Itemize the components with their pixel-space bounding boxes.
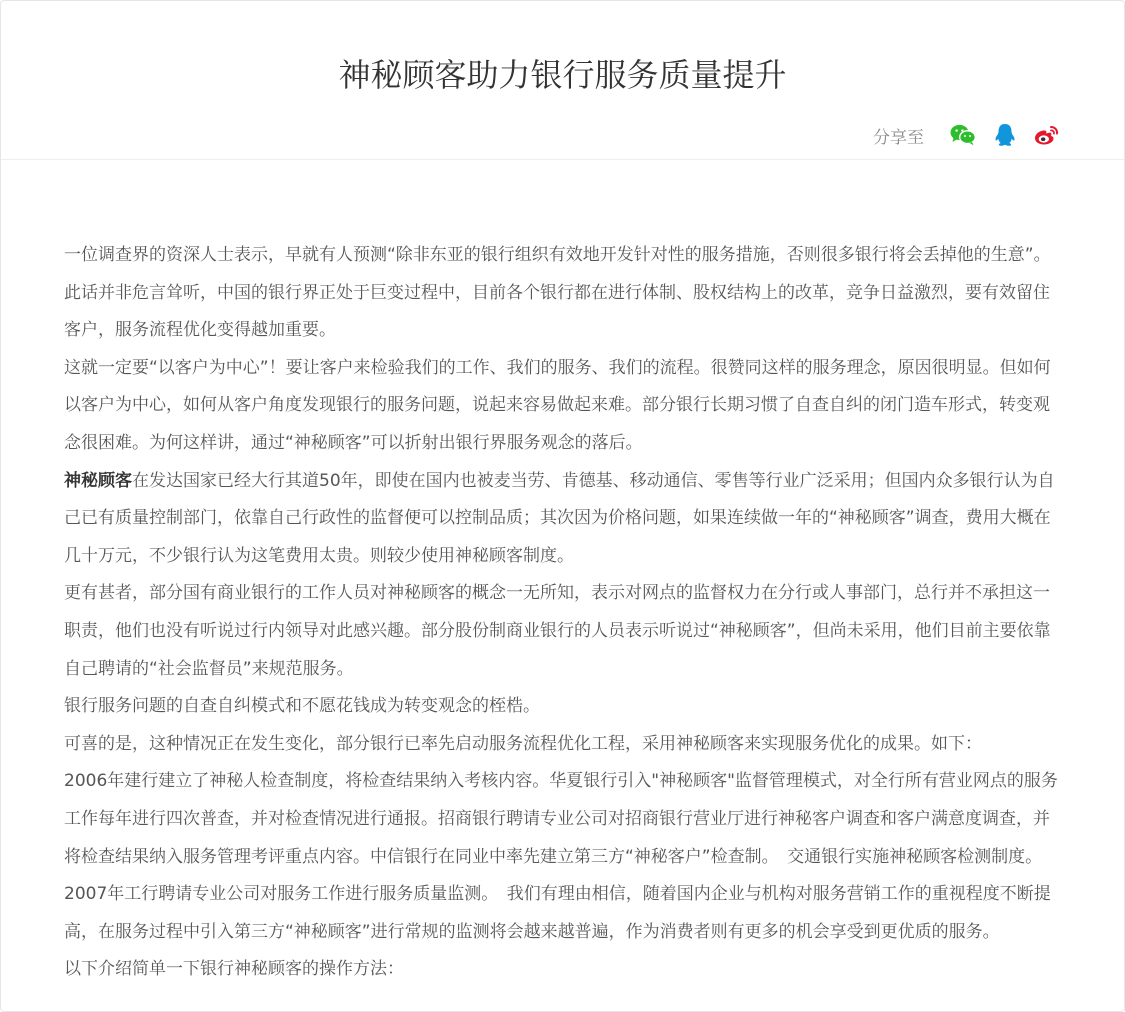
share-qq-button[interactable]	[990, 121, 1020, 149]
share-weibo-button[interactable]	[1032, 121, 1062, 149]
qq-penguin-icon	[994, 123, 1016, 147]
paragraph: 这就一定要“以客户为中心”！要让客户来检验我们的工作、我们的服务、我们的流程。很赞同这样的服务理念，原因很明显。但如何以客户为中心，如何从客户角度发现银行的服务问题，说起来容易做起来难。部分银行长期习惯了自查自纠的闭门造车形式，转变观念很困难。为何这样讲，通过“神秘顾客”可以折射出银行界服务观念的落后。	[64, 357, 1051, 453]
share-wechat-button[interactable]	[948, 121, 978, 149]
article-header	[1, 1, 1124, 160]
paragraph: 以下介绍简单一下银行神秘顾客的操作方法：	[64, 959, 404, 980]
paragraph: 银行服务问题的自查自纠模式和不愿花钱成为转变观念的桎梏。	[64, 696, 540, 717]
page-title: 神秘顾客助力银行服务质量提升	[338, 56, 787, 94]
paragraph: 可喜的是，这种情况正在发生变化，部分银行已率先启动服务流程优化工程，采用神秘顾客来实现服务优化的成果。如下：	[64, 733, 982, 754]
paragraph	[64, 463, 1064, 576]
paragraph-text: 在发达国家已经大行其道50年，即使在国内也被麦当劳、肯德基、移动通信、零售等行业广泛采用；但国内众多银行认为自己已有质量控制部门，依靠自己行政性的监督便可以控制品质；其次因为价格问题，如果连续做一年的“神秘顾客”调查，费用大概在几十万元，不少银行认为这笔费用太贵。则较少使用神秘顾客制度。	[64, 470, 1055, 566]
share-label: 分享至	[873, 127, 924, 148]
article-body	[64, 237, 1064, 989]
share-bar	[873, 121, 1062, 149]
wechat-icon	[950, 124, 976, 146]
bold-keyword: 神秘顾客	[64, 470, 132, 491]
weibo-icon	[1034, 124, 1060, 146]
paragraph: 更有甚者，部分国有商业银行的工作人员对神秘顾客的概念一无所知，表示对网点的监督权力在分行或人事部门，总行并不承担这一职责，他们也没有听说过行内领导对此感兴趣。部分股份制商业银行的人员表示听说过“神秘顾客”，但尚未采用，他们目前主要依靠自己聘请的“社会监督员”来规范服务。	[64, 583, 1051, 679]
paragraph: 2006年建行建立了神秘人检查制度，将检查结果纳入考核内容。华夏银行引入"神秘顾客"监督管理模式，对全行所有营业网点的服务工作每年进行四次普查，并对检查情况进行通报。招商银行聘请专业公司对招商银行营业厅进行神秘客户调查和客户满意度调查，并将检查结果纳入服务管理考评重点内容。中信银行在同业中率先建立第三方“神秘客户”检查制。 交通银行实施神秘顾客检测制度。 2007年工行聘请专业公司对服务工作进行服务质量监测。 我们有理由相信，随着国内企业与机构对服务营销工作的重视程度不断提高，在服务过程中引入第三方“神秘顾客”进行常规的监测将会越来越普遍，作为消费者则有更多的机会享受到更优质的服务。	[64, 771, 1058, 942]
paragraph: 一位调查界的资深人士表示，早就有人预测“除非东亚的银行组织有效地开发针对性的服务措施，否则很多银行将会丢掉他的生意”。此话并非危言耸听，中国的银行界正处于巨变过程中，目前各个银行都在进行体制、股权结构上的改革，竞争日益激烈，要有效留住客户，服务流程优化变得越加重要。	[64, 245, 1051, 341]
